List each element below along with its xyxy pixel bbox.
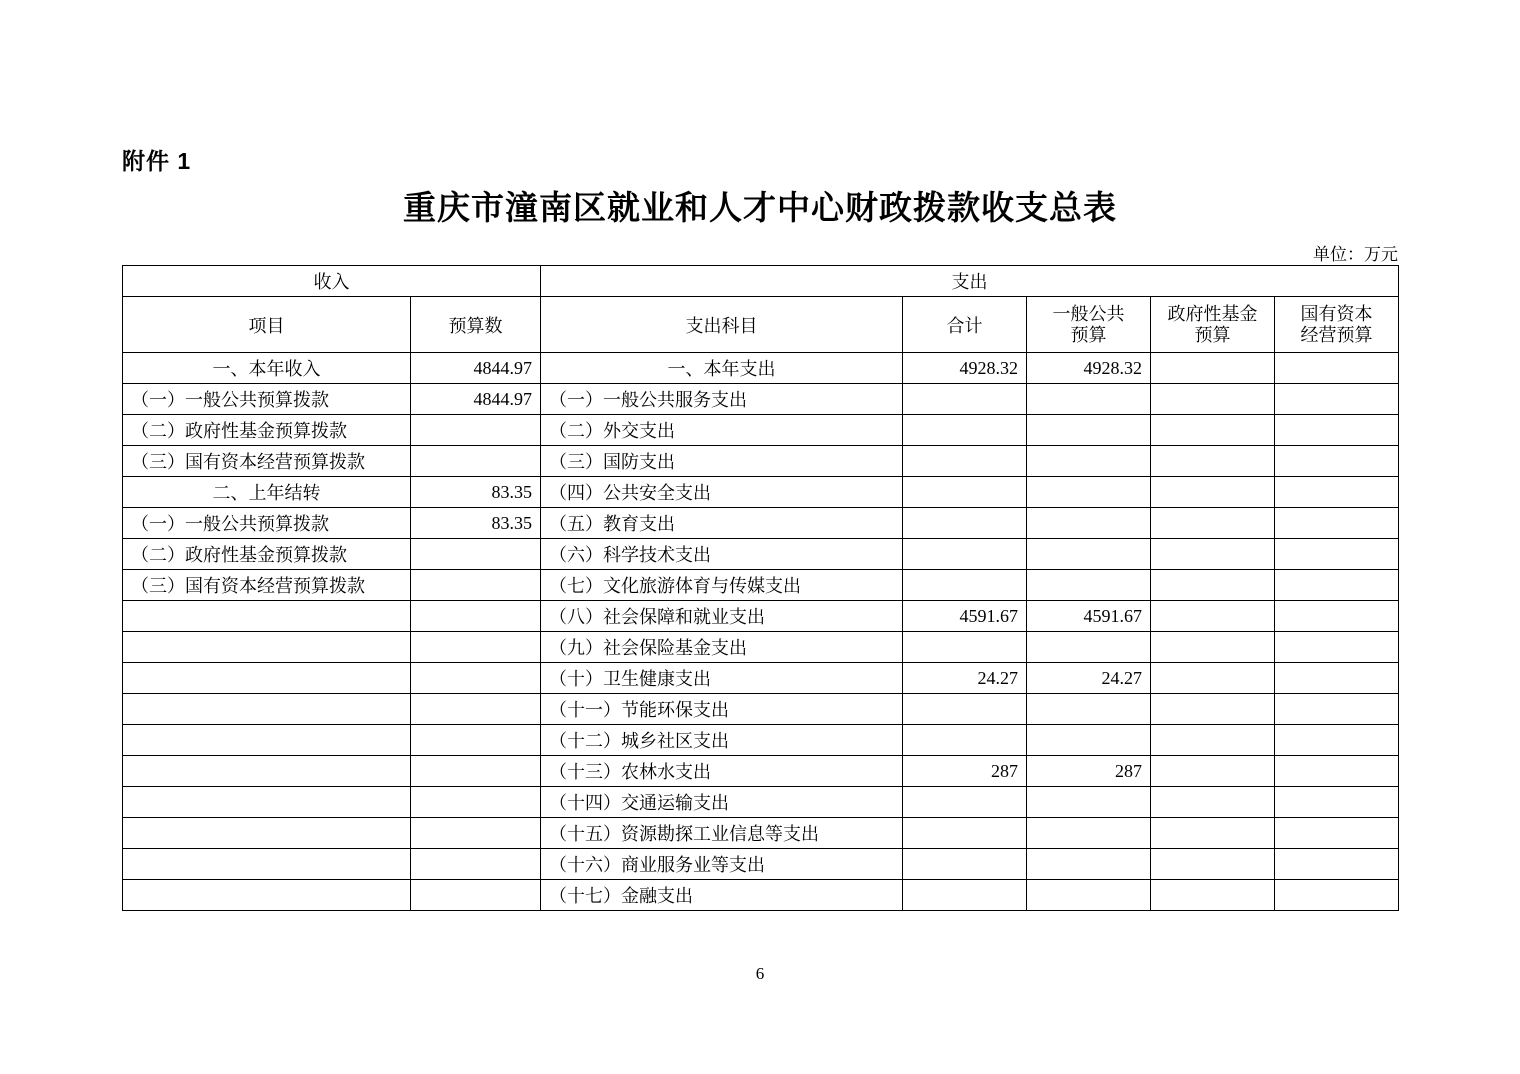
cell-income-budget <box>411 570 541 601</box>
table-row <box>123 756 1399 787</box>
group-header-expenditure: 支出 <box>541 266 1399 297</box>
table-row <box>123 384 1399 415</box>
cell-income-budget: 4844.97 <box>411 353 541 384</box>
cell-soe <box>1275 477 1399 508</box>
cell-general: 287 <box>1027 756 1151 787</box>
cell-general <box>1027 818 1151 849</box>
cell-fund <box>1151 725 1275 756</box>
cell-soe <box>1275 632 1399 663</box>
table-row <box>123 663 1399 694</box>
table-row <box>123 694 1399 725</box>
cell-soe <box>1275 880 1399 911</box>
table-row <box>123 601 1399 632</box>
cell-exp-subject: 一、本年支出 <box>541 353 903 384</box>
cell-income-item <box>123 818 411 849</box>
cell-fund <box>1151 353 1275 384</box>
cell-total <box>903 477 1027 508</box>
cell-income-budget <box>411 663 541 694</box>
col-header-government-fund-budget <box>1151 297 1275 353</box>
cell-exp-subject: （三）国防支出 <box>541 446 903 477</box>
cell-income-budget <box>411 787 541 818</box>
cell-fund <box>1151 818 1275 849</box>
cell-fund <box>1151 601 1275 632</box>
cell-income-budget <box>411 632 541 663</box>
cell-income-item: （三）国有资本经营预算拨款 <box>123 570 411 601</box>
cell-income-budget <box>411 725 541 756</box>
table-row <box>123 632 1399 663</box>
group-header-income: 收入 <box>123 266 541 297</box>
cell-soe <box>1275 508 1399 539</box>
col-header-total: 合计 <box>903 297 1027 353</box>
cell-general <box>1027 787 1151 818</box>
cell-income-budget <box>411 446 541 477</box>
cell-income-budget <box>411 880 541 911</box>
cell-soe <box>1275 539 1399 570</box>
cell-income-item: （一）一般公共预算拨款 <box>123 384 411 415</box>
cell-fund <box>1151 756 1275 787</box>
table-row <box>123 787 1399 818</box>
cell-income-item <box>123 663 411 694</box>
cell-income-item: （一）一般公共预算拨款 <box>123 508 411 539</box>
cell-income-item: 二、上年结转 <box>123 477 411 508</box>
cell-fund <box>1151 415 1275 446</box>
col-header-budget-amount: 预算数 <box>411 297 541 353</box>
cell-fund <box>1151 787 1275 818</box>
cell-income-item <box>123 725 411 756</box>
cell-fund <box>1151 539 1275 570</box>
cell-general <box>1027 880 1151 911</box>
cell-total <box>903 632 1027 663</box>
cell-income-budget <box>411 818 541 849</box>
cell-total <box>903 539 1027 570</box>
col-header-government-fund-budget-line1: 政府性基金 <box>1167 303 1258 324</box>
cell-income-budget: 4844.97 <box>411 384 541 415</box>
cell-fund <box>1151 384 1275 415</box>
col-header-general-public-budget-line1: 一般公共 <box>1052 303 1125 324</box>
table-row <box>123 353 1399 384</box>
cell-income-item: （二）政府性基金预算拨款 <box>123 539 411 570</box>
cell-income-item <box>123 756 411 787</box>
cell-total <box>903 787 1027 818</box>
cell-income-item <box>123 601 411 632</box>
cell-general <box>1027 477 1151 508</box>
cell-general <box>1027 849 1151 880</box>
cell-general <box>1027 725 1151 756</box>
cell-income-budget <box>411 849 541 880</box>
cell-total <box>903 570 1027 601</box>
cell-exp-subject: （九）社会保险基金支出 <box>541 632 903 663</box>
cell-general: 4928.32 <box>1027 353 1151 384</box>
cell-total <box>903 818 1027 849</box>
cell-exp-subject: （七）文化旅游体育与传媒支出 <box>541 570 903 601</box>
col-header-state-capital-budget-line2: 经营预算 <box>1300 324 1373 345</box>
cell-income-item: （二）政府性基金预算拨款 <box>123 415 411 446</box>
cell-exp-subject: （十）卫生健康支出 <box>541 663 903 694</box>
table-row <box>123 415 1399 446</box>
cell-exp-subject: （十七）金融支出 <box>541 880 903 911</box>
cell-total: 4591.67 <box>903 601 1027 632</box>
cell-income-budget <box>411 756 541 787</box>
cell-soe <box>1275 694 1399 725</box>
cell-soe <box>1275 725 1399 756</box>
col-header-government-fund-budget-line2: 预算 <box>1194 324 1231 345</box>
cell-income-item <box>123 880 411 911</box>
cell-total <box>903 880 1027 911</box>
cell-general <box>1027 539 1151 570</box>
page-title: 重庆市潼南区就业和人才中心财政拨款收支总表 <box>403 189 1117 226</box>
cell-exp-subject: （五）教育支出 <box>541 508 903 539</box>
col-header-state-capital-budget <box>1275 297 1399 353</box>
cell-fund <box>1151 508 1275 539</box>
col-header-general-public-budget <box>1027 297 1151 353</box>
cell-total <box>903 849 1027 880</box>
col-header-expenditure-subject: 支出科目 <box>541 297 903 353</box>
table-column-header-row <box>123 297 1399 353</box>
table-row <box>123 446 1399 477</box>
cell-general <box>1027 570 1151 601</box>
table-row <box>123 539 1399 570</box>
cell-income-item <box>123 632 411 663</box>
cell-general <box>1027 694 1151 725</box>
cell-exp-subject: （一）一般公共服务支出 <box>541 384 903 415</box>
cell-soe <box>1275 818 1399 849</box>
cell-income-item: （三）国有资本经营预算拨款 <box>123 446 411 477</box>
cell-exp-subject: （四）公共安全支出 <box>541 477 903 508</box>
page-number: 6 <box>755 964 765 983</box>
col-header-state-capital-budget-line1: 国有资本 <box>1300 303 1373 324</box>
cell-fund <box>1151 694 1275 725</box>
cell-exp-subject: （八）社会保障和就业支出 <box>541 601 903 632</box>
cell-total: 24.27 <box>903 663 1027 694</box>
table-row <box>123 849 1399 880</box>
budget-table <box>122 265 1399 911</box>
cell-soe <box>1275 446 1399 477</box>
cell-general: 4591.67 <box>1027 601 1151 632</box>
cell-fund <box>1151 849 1275 880</box>
cell-general <box>1027 415 1151 446</box>
cell-income-item <box>123 787 411 818</box>
cell-fund <box>1151 632 1275 663</box>
cell-soe <box>1275 415 1399 446</box>
cell-income-item <box>123 694 411 725</box>
cell-exp-subject: （二）外交支出 <box>541 415 903 446</box>
cell-total <box>903 508 1027 539</box>
cell-fund <box>1151 477 1275 508</box>
cell-fund <box>1151 446 1275 477</box>
cell-fund <box>1151 570 1275 601</box>
table-row <box>123 570 1399 601</box>
table-row <box>123 818 1399 849</box>
cell-income-item <box>123 849 411 880</box>
cell-total <box>903 384 1027 415</box>
cell-general <box>1027 632 1151 663</box>
cell-fund <box>1151 663 1275 694</box>
cell-soe <box>1275 787 1399 818</box>
cell-income-budget <box>411 539 541 570</box>
cell-total <box>903 415 1027 446</box>
cell-soe <box>1275 601 1399 632</box>
cell-total: 4928.32 <box>903 353 1027 384</box>
table-row <box>123 508 1399 539</box>
cell-exp-subject: （十五）资源勘探工业信息等支出 <box>541 818 903 849</box>
cell-fund <box>1151 880 1275 911</box>
cell-exp-subject: （十一）节能环保支出 <box>541 694 903 725</box>
cell-income-item: 一、本年收入 <box>123 353 411 384</box>
cell-general <box>1027 446 1151 477</box>
table-group-header-row <box>123 266 1399 297</box>
cell-income-budget <box>411 694 541 725</box>
cell-income-budget <box>411 415 541 446</box>
table-row <box>123 880 1399 911</box>
cell-income-budget <box>411 601 541 632</box>
cell-general <box>1027 508 1151 539</box>
cell-general <box>1027 384 1151 415</box>
cell-exp-subject: （十二）城乡社区支出 <box>541 725 903 756</box>
cell-income-budget: 83.35 <box>411 477 541 508</box>
cell-exp-subject: （十三）农林水支出 <box>541 756 903 787</box>
cell-general: 24.27 <box>1027 663 1151 694</box>
cell-total <box>903 446 1027 477</box>
table-row <box>123 725 1399 756</box>
cell-total: 287 <box>903 756 1027 787</box>
cell-soe <box>1275 384 1399 415</box>
unit-label: 单位：万元 <box>1313 245 1398 264</box>
cell-exp-subject: （六）科学技术支出 <box>541 539 903 570</box>
col-header-general-public-budget-line2: 预算 <box>1070 324 1107 345</box>
col-header-item: 项目 <box>123 297 411 353</box>
cell-soe <box>1275 849 1399 880</box>
cell-soe <box>1275 353 1399 384</box>
cell-soe <box>1275 663 1399 694</box>
cell-soe <box>1275 570 1399 601</box>
cell-total <box>903 725 1027 756</box>
cell-soe <box>1275 756 1399 787</box>
attachment-label: 附件 1 <box>122 148 192 174</box>
cell-total <box>903 694 1027 725</box>
cell-exp-subject: （十四）交通运输支出 <box>541 787 903 818</box>
cell-exp-subject: （十六）商业服务业等支出 <box>541 849 903 880</box>
cell-income-budget: 83.35 <box>411 508 541 539</box>
table-row <box>123 477 1399 508</box>
